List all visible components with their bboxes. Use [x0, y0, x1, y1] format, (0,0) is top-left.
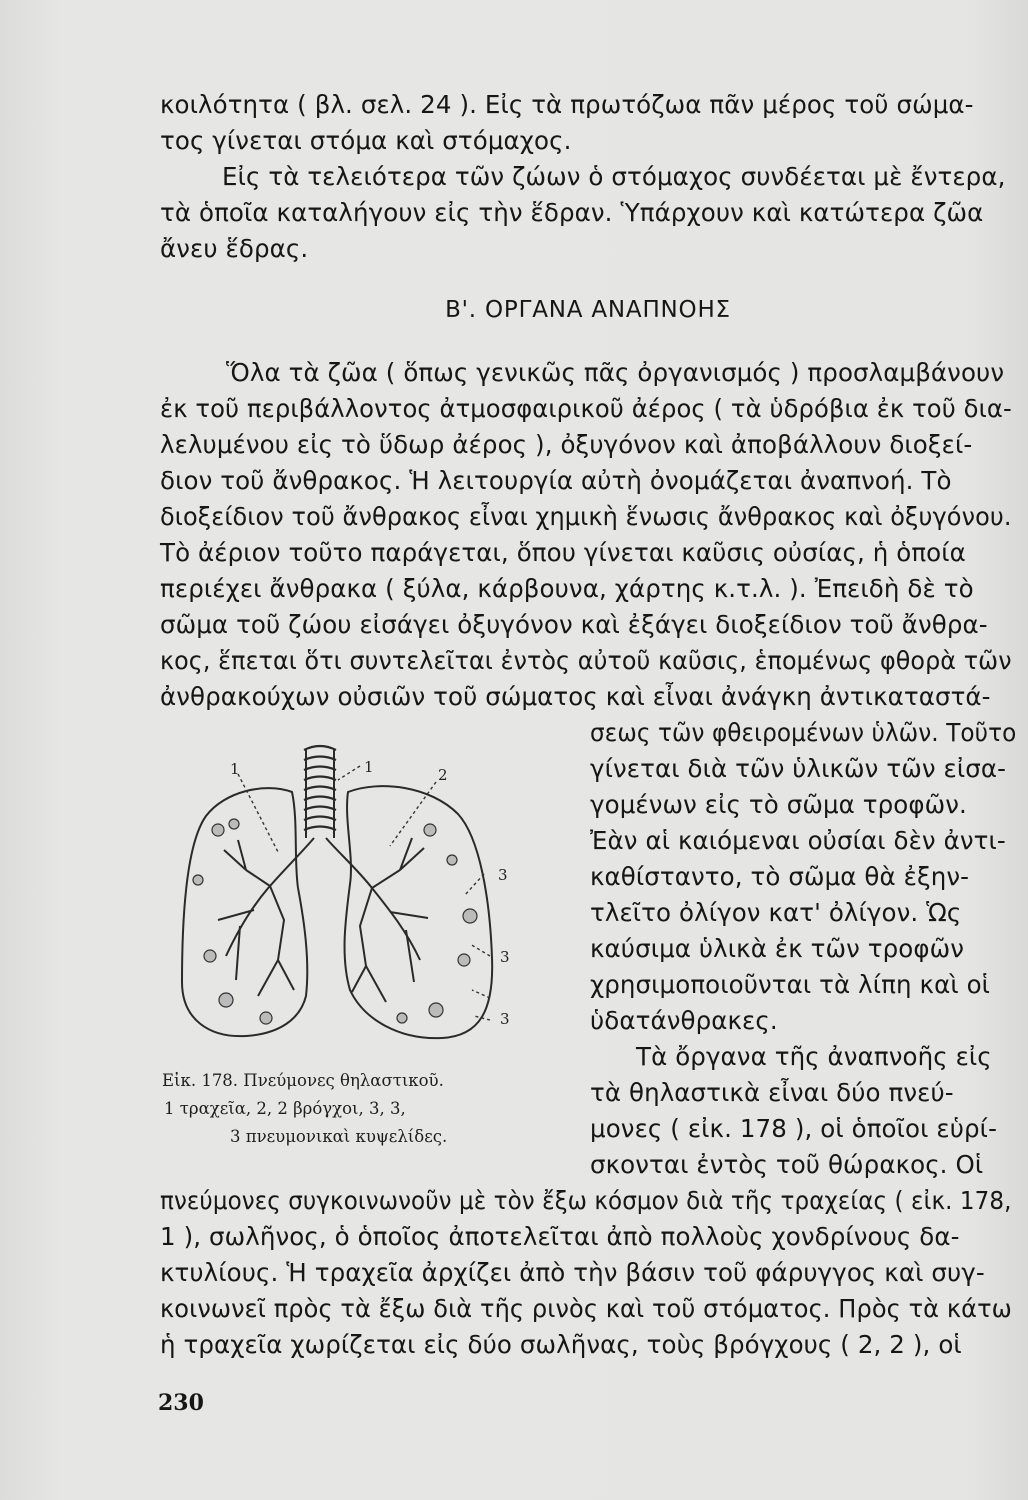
text-line: ἡ τραχεῖα χωρίζεται εἰς δύο σωλῆνας, τοὺς βρόγχους ( 2, 2 ), οἱ — [160, 1330, 962, 1359]
figure-label: 3 — [500, 948, 510, 966]
figure-label: 3 — [500, 1010, 510, 1028]
text-line: γίνεται διὰ τῶν ὑλικῶν τῶν εἰσα- — [590, 754, 1007, 783]
text-line: Ἐὰν αἱ καιόμεναι οὐσίαι δὲν ἀντι- — [590, 826, 1006, 855]
text-line: πνεύμονες συγκοινωνοῦν μὲ τὸν ἔξω κόσμον διὰ τῆς τραχείας ( εἰκ. 178, — [160, 1186, 1012, 1215]
text-line: καθίσταντο, τὸ σῶμα θὰ ἐξην- — [590, 862, 970, 891]
text-line: τλεῖτο ὀλίγον κατ' ὀλίγον. Ὡς — [590, 898, 962, 927]
text-line: σῶμα τοῦ ζώου εἰσάγει ὀξυγόνον καὶ ἐξάγει διοξείδιον τοῦ ἄνθρα- — [160, 610, 988, 639]
text-line: σκονται ἐντὸς τοῦ θώρακος. Οἱ — [590, 1150, 984, 1179]
text-line: 1 ), σωλῆνος, ὁ ὁποῖος ἀποτελεῖται ἀπὸ πολλοὺς χονδρίνους δα- — [160, 1222, 960, 1251]
paragraph-start-line: Εἰς τὰ τελειότερα τῶν ζώων ὁ στόμαχος συνδέεται μὲ ἔντερα, — [222, 162, 1006, 191]
text-line: κος, ἕπεται ὅτι συντελεῖται ἐντὸς αὐτοῦ καῦσις, ἑπομένως φθορὰ τῶν — [160, 646, 1012, 675]
text-line: καύσιμα ὑλικὰ ἐκ τῶν τροφῶν — [590, 934, 965, 963]
figure-label: 1 — [230, 760, 240, 778]
paragraph-start-line: Τὰ ὄργανα τῆς ἀναπνοῆς εἰς — [636, 1042, 992, 1071]
figure-label: 3 — [498, 866, 508, 884]
text-line: τος γίνεται στόμα καὶ στόμαχος. — [160, 126, 572, 155]
trachea-rings — [304, 746, 336, 830]
text-line: διοξείδιον τοῦ ἄνθρακος εἶναι χημικὴ ἕνωσις ἄνθρακος καὶ ὀξυγόνου. — [160, 502, 1012, 531]
text-line: περιέχει ἄνθρακα ( ξύλα, κάρβουνα, χάρτης κ.τ.λ. ). Ἐπειδὴ δὲ τὸ — [160, 574, 974, 603]
text-line: ὑδατάνθρακες. — [590, 1006, 778, 1035]
text-line: κτυλίους. Ἡ τραχεῖα ἀρχίζει ἀπὸ τὴν βάσιν τοῦ φάρυγγος καὶ συγ- — [160, 1258, 985, 1287]
figure-label: 1 — [364, 758, 374, 776]
alveoli-clusters — [193, 819, 477, 1024]
text-line: ἐκ τοῦ περιβάλλοντος ἀτμοσφαιρικοῦ ἀέρος ( τὰ ὑδρόβια ἐκ τοῦ δια- — [160, 394, 1012, 423]
text-line: τὰ ὁποῖα καταλήγουν εἰς τὴν ἕδραν. Ὑπάρχουν καὶ κατώτερα ζῶα — [160, 198, 984, 227]
text-line: ἀνθρακούχων οὐσιῶν τοῦ σώματος καὶ εἶναι ἀνάγκη ἀντικαταστά- — [160, 682, 991, 711]
page-number: 230 — [158, 1390, 204, 1416]
figure-caption-line: 1 τραχεῖα, 2, 2 βρόγχοι, 3, 3, — [164, 1099, 406, 1118]
figure-label: 2 — [438, 766, 448, 784]
paragraph-start-line: Ὅλα τὰ ζῶα ( ὅπως γενικῶς πᾶς ὀργανισμός ) προσλαμβάνουν — [226, 358, 1005, 387]
text-line: κοινωνεῖ πρὸς τὰ ἔξω διὰ τῆς ρινὸς καὶ τοῦ στόματος. Πρὸς τὰ κάτω — [160, 1294, 1012, 1323]
text-line: διον τοῦ ἄνθρακος. Ἡ λειτουργία αὐτὴ ὀνομάζεται ἀναπνοή. Τὸ — [160, 466, 952, 495]
text-line: μονες ( εἰκ. 178 ), οἱ ὁποῖοι εὑρί- — [590, 1114, 998, 1143]
lungs-illustration — [174, 720, 526, 1065]
text-line: Τὸ ἀέριον τοῦτο παράγεται, ὅπου γίνεται καῦσις οὐσίας, ἡ ὁποία — [160, 538, 966, 567]
text-line: γομένων εἰς τὸ σῶμα τροφῶν. — [590, 790, 967, 819]
figure-caption-line: 3 πνευμονικαὶ κυψελίδες. — [230, 1127, 448, 1146]
figure-caption-line: Εἰκ. 178. Πνεύμονες θηλαστικοῦ. — [162, 1071, 444, 1090]
text-line: κοιλότητα ( βλ. σελ. 24 ). Εἰς τὰ πρωτόζωα πᾶν μέρος τοῦ σώμα- — [160, 90, 974, 119]
text-line: ἄνευ ἕδρας. — [160, 234, 309, 263]
text-line: σεως τῶν φθειρομένων ὑλῶν. Τοῦτο — [590, 718, 1017, 747]
text-line: λελυμένου εἰς τὸ ὕδωρ ἀέρος ), ὀξυγόνον καὶ ἀποβάλλουν διοξεί- — [160, 430, 973, 459]
text-line: τὰ θηλαστικὰ εἶναι δύο πνεύ- — [590, 1078, 954, 1107]
section-heading: Β'. ΟΡΓΑΝΑ ΑΝΑΠΝΟΗΣ — [445, 297, 731, 323]
lungs-figure — [174, 720, 526, 1065]
text-line: χρησιμοποιοῦνται τὰ λίπη καὶ οἱ — [590, 970, 991, 999]
